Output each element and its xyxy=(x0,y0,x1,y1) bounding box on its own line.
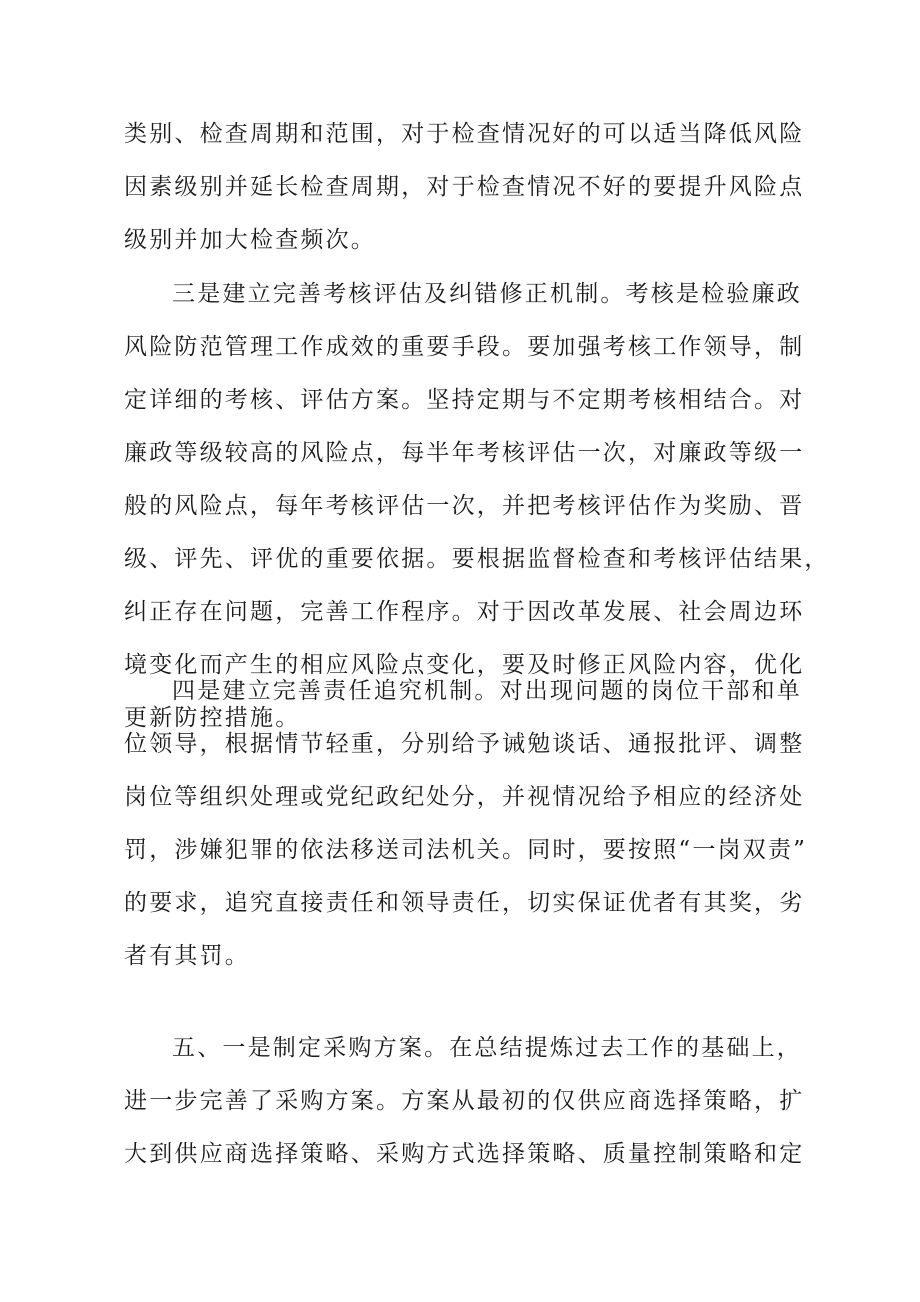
text-line: 级、评先、评优的重要依据。要根据监督检查和考核评估结果， xyxy=(124,546,830,572)
text-line: 纠正存在问题，完善工作程序。对于因改革发展、社会周边环 xyxy=(124,599,805,625)
text-line: 三是建立完善考核评估及纠错修正机制。考核是检验廉政 xyxy=(172,281,802,307)
paragraph-section-five xyxy=(124,1022,805,1181)
text-line: 定详细的考核、评估方案。坚持定期与不定期考核相结合。对 xyxy=(124,387,805,413)
paragraph-continuation xyxy=(124,108,805,267)
text-line: 五、一是制定采购方案。在总结提炼过去工作的基础上， xyxy=(172,1035,802,1061)
text-line: 者有其罚。 xyxy=(124,943,250,969)
text-line: 进一步完善了采购方案。方案从最初的仅供应商选择策略，扩 xyxy=(124,1088,805,1114)
text-line: 的要求，追究直接责任和领导责任，切实保证优者有其奖，劣 xyxy=(124,890,805,916)
text-line: 大到供应商选择策略、采购方式选择策略、质量控制策略和定 xyxy=(124,1141,805,1167)
text-line: 级别并加大检查频次。 xyxy=(124,227,376,253)
text-line: 罚，涉嫌犯罪的依法移送司法机关。同时，要按照“一岗双责” xyxy=(124,837,808,863)
text-line: 类别、检查周期和范围，对于检查情况好的可以适当降低风险 xyxy=(124,121,805,147)
text-line: 位领导，根据情节轻重，分别给予诫勉谈话、通报批评、调整 xyxy=(124,731,805,757)
text-line: 境变化而产生的相应风险点变化，要及时修正风险内容，优化 xyxy=(124,652,805,678)
text-line: 因素级别并延长检查周期，对于检查情况不好的要提升风险点 xyxy=(124,174,805,200)
text-line: 廉政等级较高的风险点，每半年考核评估一次，对廉政等级一 xyxy=(124,440,805,466)
text-line: 般的风险点，每年考核评估一次，并把考核评估作为奖励、晋 xyxy=(124,493,805,519)
text-line: 风险防范管理工作成效的重要手段。要加强考核工作领导，制 xyxy=(124,334,805,360)
text-line: 更新防控措施。 xyxy=(124,705,301,731)
text-line: 岗位等组织处理或党纪政纪处分，并视情况给予相应的经济处 xyxy=(124,784,805,810)
text-line: 四是建立完善责任追究机制。对出现问题的岗位干部和单 xyxy=(172,678,802,704)
